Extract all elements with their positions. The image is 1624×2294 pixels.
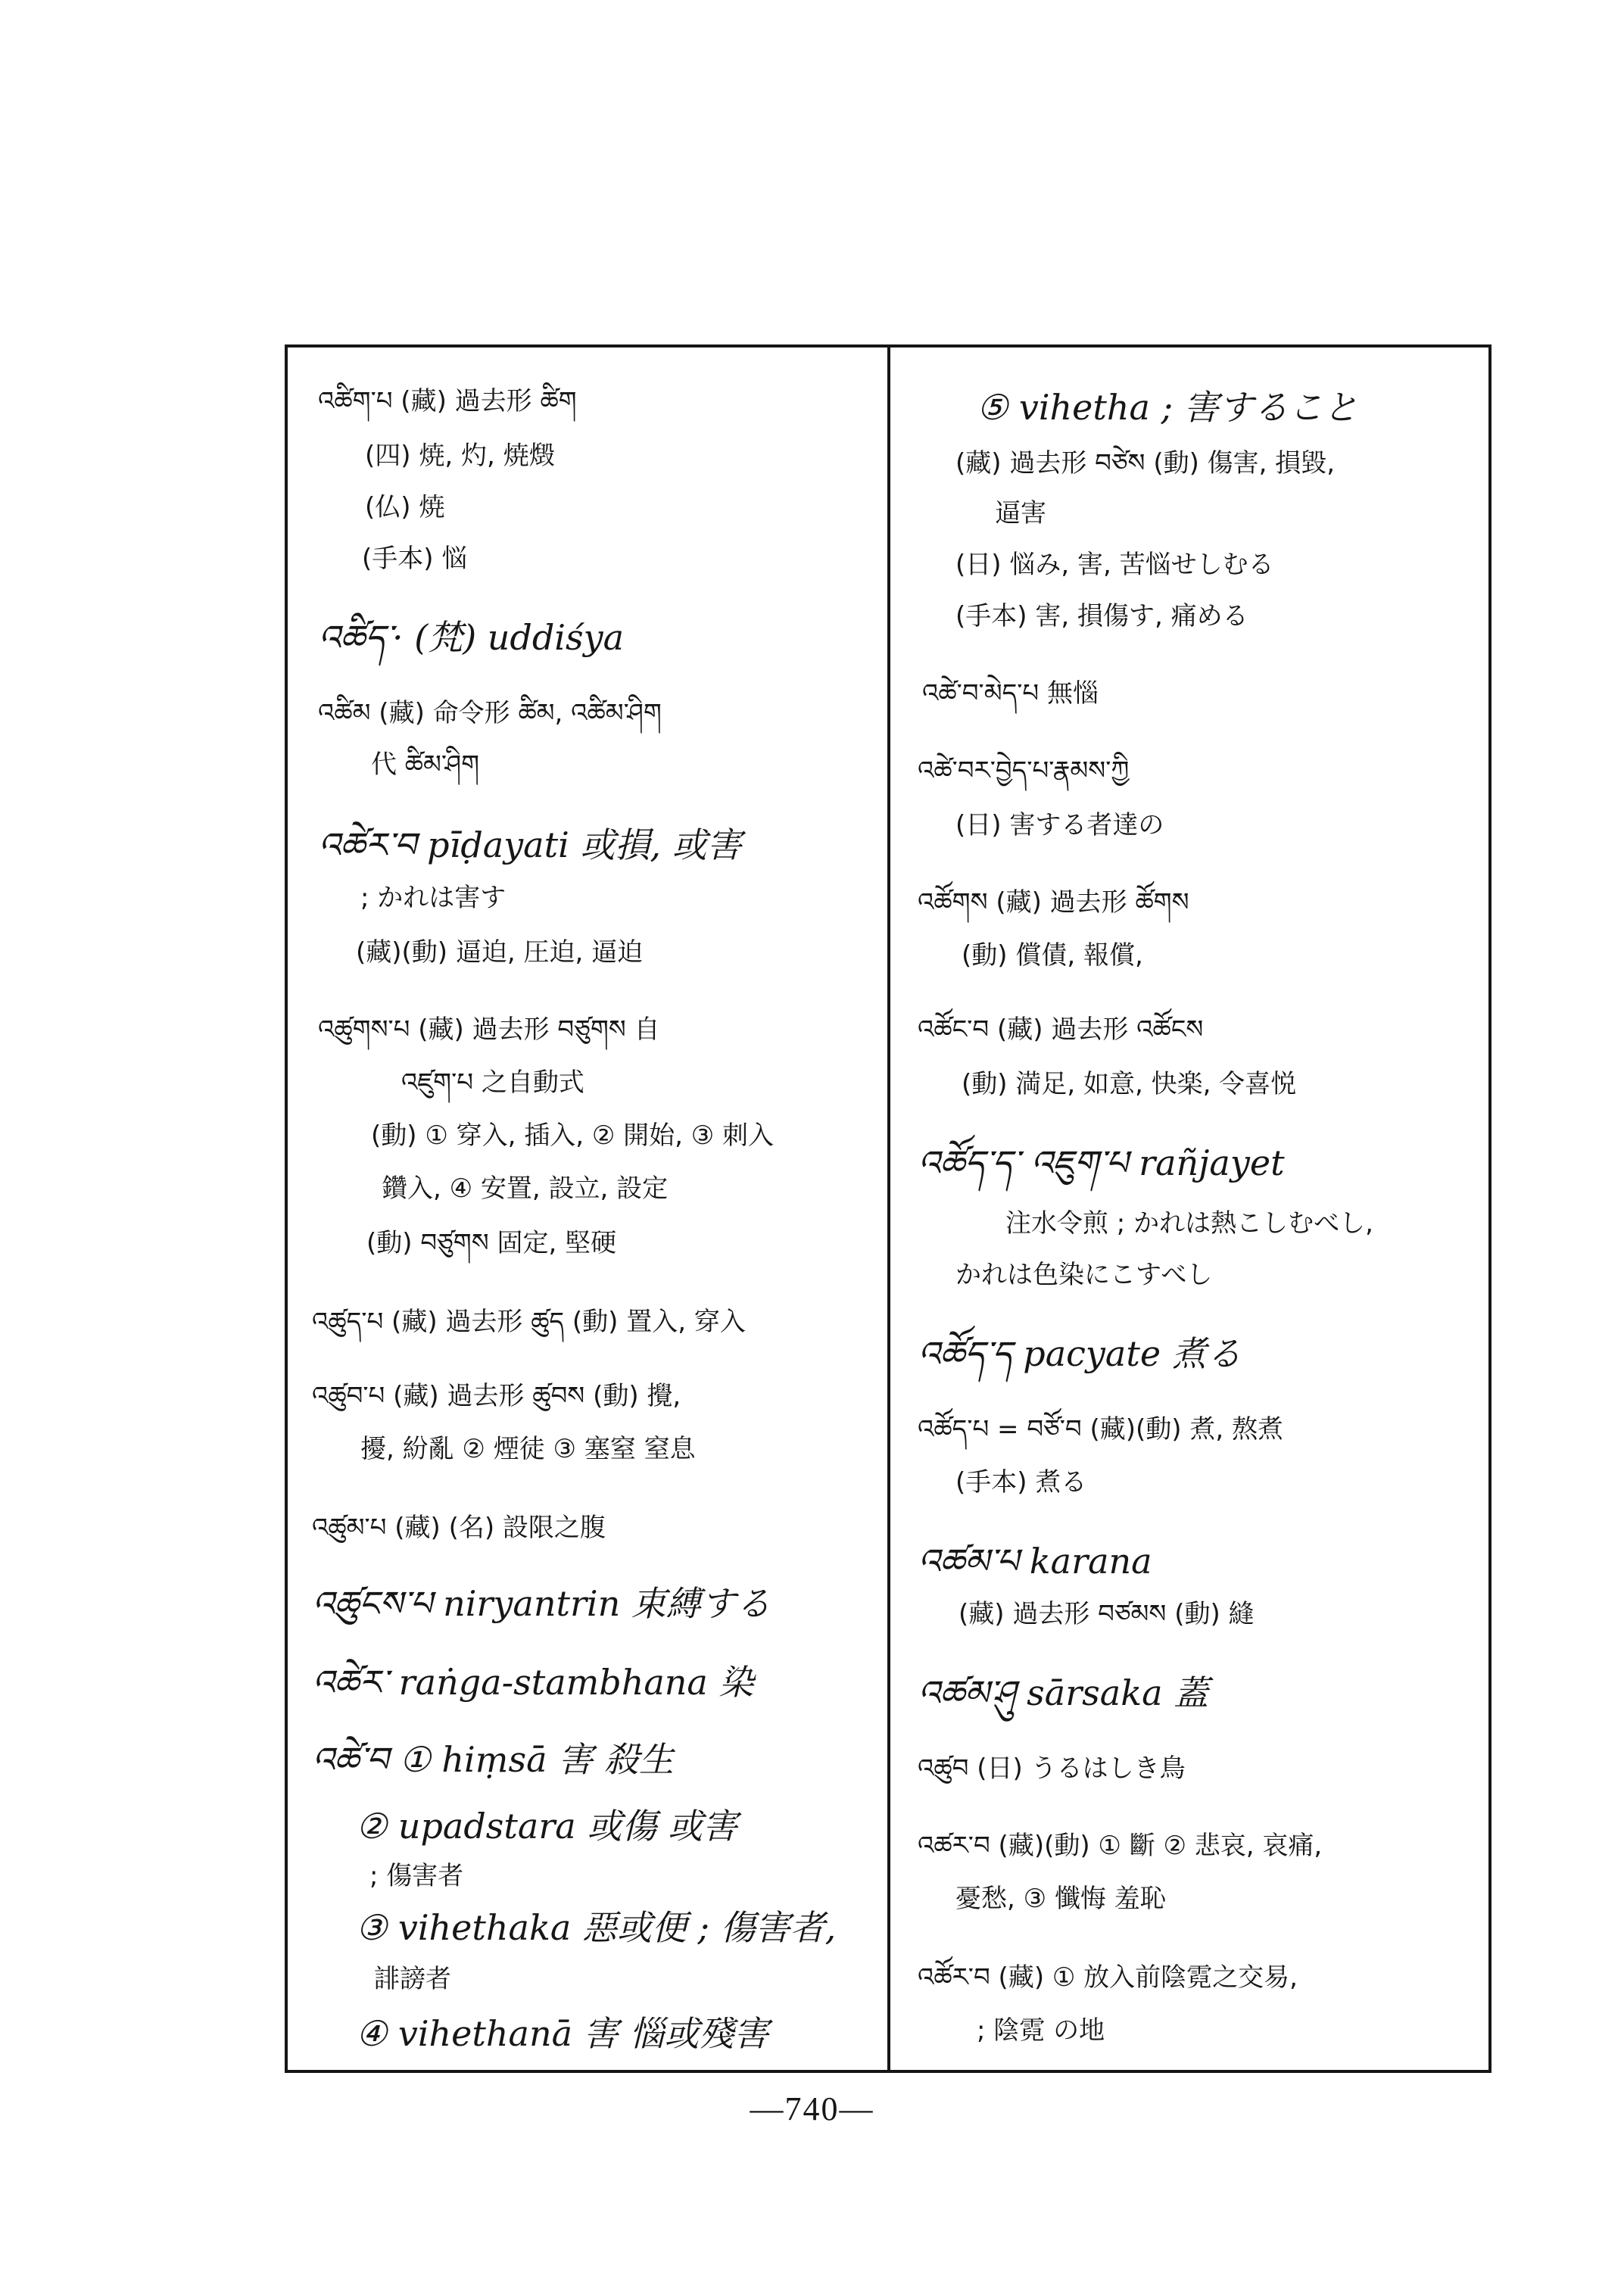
entry-line: འཚོང་བ (藏) 過去形 འཚོངས — [918, 1015, 1204, 1045]
entry-line: 誹謗者 — [374, 1964, 451, 1994]
entry-line: (四) 焼, 灼, 焼燬 — [365, 441, 555, 471]
entry-line: འཚིད་· (梵) uddiśya — [318, 617, 625, 658]
entry-line: འཚེ་བ ① hiṃsā 害 殺生 — [312, 1739, 674, 1780]
entry-line: 憂愁, ③ 懺悔 羞恥 — [955, 1884, 1166, 1914]
page-number: —740— — [750, 2090, 874, 2127]
entry-line: ⑤ vihetha ; 害すること — [977, 387, 1358, 428]
entry-line: (藏) 過去形 བཙམས (動) 縫 — [959, 1599, 1255, 1629]
entry-line: འཚུབ་པ (藏) 過去形 ཚུབས (動) 攪, — [312, 1381, 681, 1411]
entry-line: ② upadstara 或傷 或害 — [356, 1806, 737, 1847]
entry-line: འཚར་བ (藏)(動) ① 斷 ② 悲哀, 哀痛, — [918, 1831, 1323, 1861]
entry-line: (動) ① 穿入, 插入, ② 開始, ③ 刺入 — [371, 1121, 775, 1151]
entry-line: (手本) 煮る — [955, 1467, 1087, 1498]
entry-line: འཚེར་ raṅga-stambhana 染 — [312, 1662, 754, 1703]
entry-line: འཚིམ (藏) 命令形 ཚིམ, འཚིམ་ཤིག — [318, 698, 662, 728]
entry-line: (藏)(動) 逼迫, 圧迫, 逼迫 — [356, 937, 644, 968]
entry-line: (手本) 害, 損傷す, 痛める — [955, 601, 1248, 631]
entry-line: འཚམ་པ karana — [918, 1541, 1152, 1582]
entry-line: འཚོགས (藏) 過去形 ཚོགས — [918, 887, 1189, 918]
entry-line: འཚུངས་པ niryantrin 束縛する — [312, 1583, 771, 1624]
entry-line: འཚོད་ད་ འཇུག་པ rañjayet — [918, 1142, 1285, 1183]
entry-line: འཚིག་པ (藏) 過去形 ཚིག — [318, 386, 577, 416]
entry-line: (日) 害する者達の — [955, 810, 1164, 840]
entry-line: འཛུག་པ 之自動式 — [401, 1068, 584, 1098]
entry-line: འཚོད་པ = བཙོ་བ (藏)(動) 煮, 熬煮 — [918, 1414, 1283, 1445]
entry-line: 代 ཚིམ་ཤིག — [371, 750, 480, 780]
entry-line: འཚེར་བ pīḍayati 或損, 或害 — [318, 824, 742, 865]
entry-line: (動) བཙུགས 固定, 堅硬 — [366, 1228, 617, 1258]
entry-line: འཚུམ་པ (藏) (名) 設限之腹 — [312, 1513, 606, 1543]
entry-line: འཚེ་བར་བྱེད་པ་རྣམས་ཀྱི — [918, 756, 1130, 786]
entry-line: かれは色染にこすべし — [955, 1260, 1213, 1290]
entry-line: 注水令煎 ; かれは熱こしむべし, — [1005, 1208, 1373, 1239]
entry-line: འཚམ་ཤུ sārsaka 蓋 — [918, 1672, 1209, 1713]
entry-line: ④ vihethanā 害 惱或殘害 — [356, 2013, 769, 2054]
entry-line: 擾, 紛亂 ② 煙徒 ③ 塞窒 窒息 — [360, 1434, 696, 1464]
entry-line: འཚོད་ད pacyate 煮る — [918, 1333, 1242, 1374]
entry-line: (手本) 悩 — [362, 544, 468, 574]
column-divider — [887, 344, 890, 2073]
entry-line: 逼害 — [995, 498, 1046, 528]
entry-line: (日) 悩み, 害, 苦悩せしむる — [955, 550, 1274, 580]
entry-line: (藏) 過去形 བཙེས (動) 傷害, 損毀, — [955, 448, 1336, 478]
entry-line: འཚེ་བ་མེད་པ 無惱 — [922, 678, 1099, 709]
entry-line: འཚོར་བ (藏) ① 放入前陰霓之交易, — [918, 1962, 1298, 1993]
entry-line: ; かれは害す — [360, 883, 507, 913]
entry-line: ; 傷害者 — [369, 1861, 464, 1891]
entry-line: འཚུད་པ (藏) 過去形 ཚུད (動) 置入, 穿入 — [312, 1307, 746, 1337]
entry-line: ; 陰霓 の地 — [977, 2015, 1105, 2046]
entry-line: འཚུགས་པ (藏) 過去形 བཙུགས 自 — [318, 1015, 660, 1045]
entry-line: ③ vihethaka 惡或便 ; 傷害者, — [356, 1907, 837, 1948]
entry-line: (仏) 焼 — [365, 492, 445, 522]
entry-line: འཚུབ (日) うるはしき鳥 — [918, 1753, 1186, 1784]
entry-line: (動) 償債, 報償, — [962, 940, 1143, 971]
entry-line: (動) 満足, 如意, 快楽, 令喜悦 — [962, 1069, 1297, 1099]
entry-line: 鑽入, ④ 安置, 設立, 設定 — [382, 1173, 669, 1204]
